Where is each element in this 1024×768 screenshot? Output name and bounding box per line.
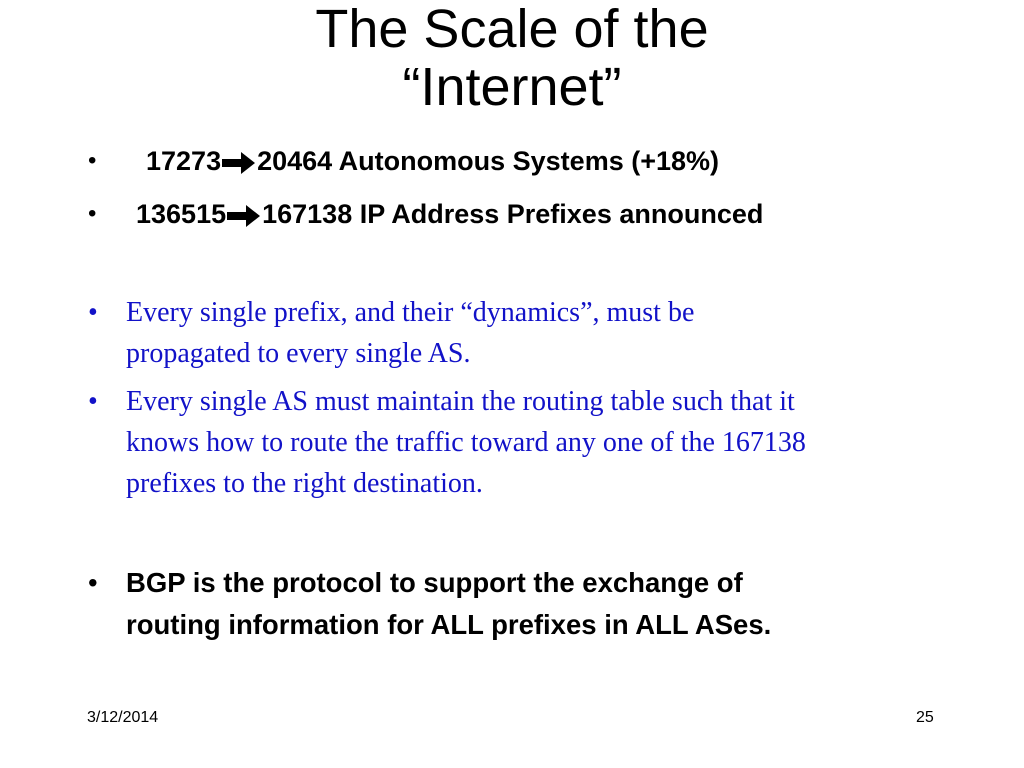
- slide-title-line-2: “Internet”: [402, 57, 622, 117]
- bullet-text: [126, 292, 694, 374]
- bullet-line: propagated to every single AS.: [126, 338, 471, 369]
- slide-title-line-1: The Scale of the: [315, 0, 709, 59]
- bullet-marker: •: [88, 200, 97, 227]
- bullet-text: [126, 381, 806, 504]
- bullet-marker: •: [88, 386, 98, 417]
- stat-text: [136, 198, 763, 230]
- page-number: 25: [916, 709, 934, 726]
- conclusion-bullet-bgp: [88, 562, 988, 646]
- bullet-marker: •: [88, 147, 97, 174]
- stat-text: [146, 145, 719, 177]
- bullet-marker: •: [88, 567, 98, 598]
- stat-to-value: 20464 Autonomous Systems (+18%): [257, 146, 720, 176]
- footer-date: 3/12/2014: [87, 709, 159, 726]
- stat-bullet-autonomous-systems: [88, 145, 719, 177]
- slide-title: [0, 0, 1024, 116]
- blue-bullet-prefix-propagation: [88, 292, 988, 374]
- bullet-line: BGP is the protocol to support the exchange of: [126, 567, 743, 598]
- bullet-line: Every single AS must maintain the routing table such that it: [126, 386, 795, 417]
- bullet-marker: •: [88, 297, 98, 328]
- stat-to-value: 167138 IP Address Prefixes announced: [262, 199, 764, 229]
- stat-from-value: 136515: [136, 199, 227, 229]
- bullet-text: [126, 562, 771, 646]
- bullet-line: knows how to route the traffic toward any one of the 167138: [126, 427, 806, 458]
- blue-bullet-routing-table: [88, 381, 988, 504]
- bullet-line: Every single prefix, and their “dynamics”, must be: [126, 297, 695, 328]
- right-arrow-icon: [222, 151, 256, 175]
- bullet-line: prefixes to the right destination.: [126, 468, 483, 499]
- stat-from-value: 17273: [146, 146, 222, 176]
- bullet-line: routing information for ALL prefixes in ALL ASes.: [126, 609, 772, 640]
- right-arrow-icon: [227, 204, 261, 228]
- stat-bullet-ip-prefixes: [88, 198, 763, 230]
